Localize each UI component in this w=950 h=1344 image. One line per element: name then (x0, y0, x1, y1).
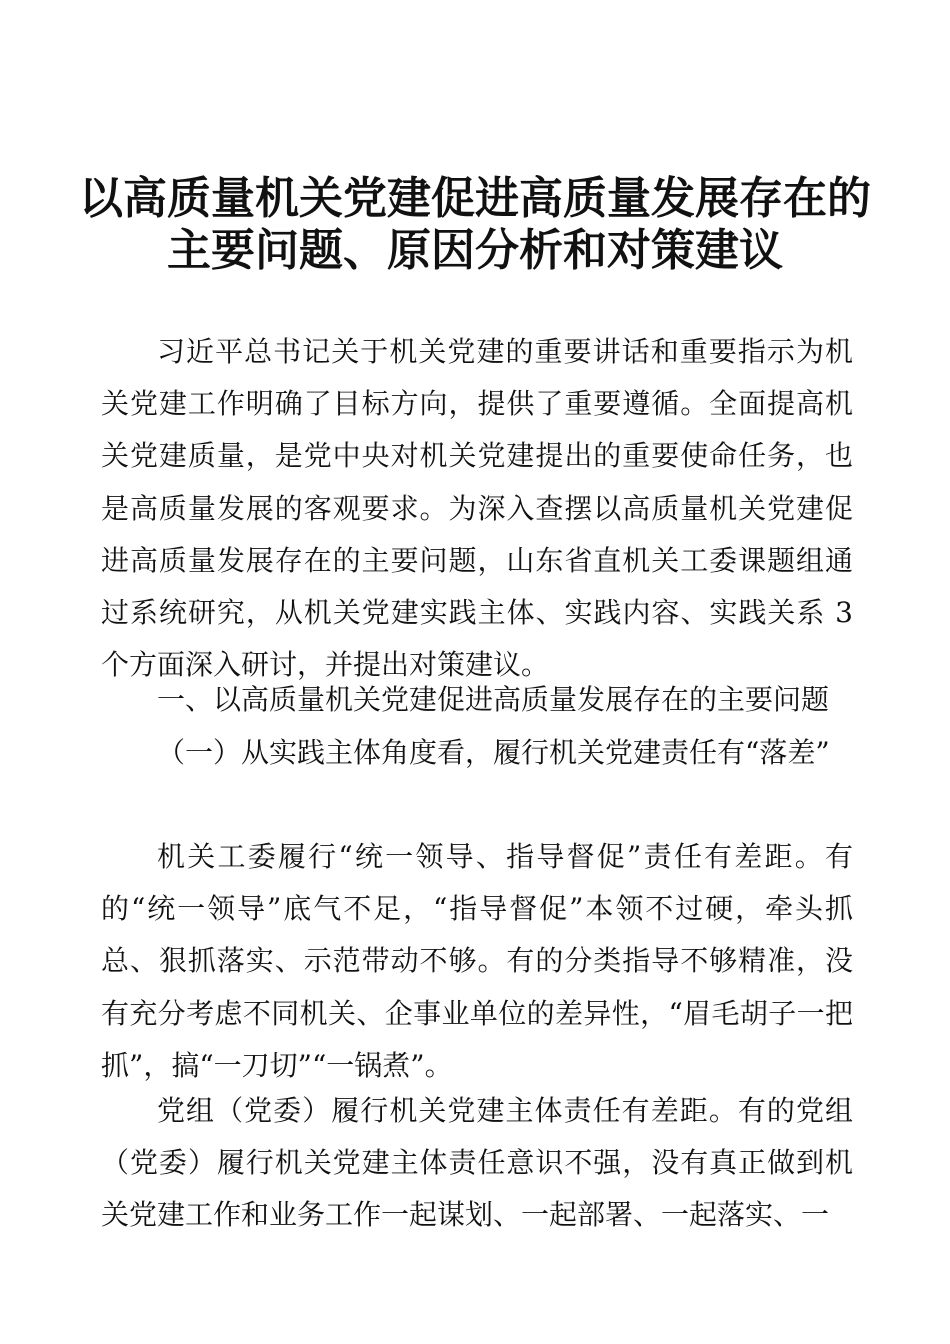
subsection-heading-1: （一）从实践主体角度看，履行机关党建责任有“落差” (157, 736, 830, 769)
intro-paragraph: 习近平总书记关于机关党建的重要讲话和重要指示为机关党建工作明确了目标方向，提供了重要遵循。全面提高机关党建质量，是党中央对机关党建提出的重要使命任务，也是高质量发展的客观要求。为深入查摆以高质量机关党建促进高质量发展存在的主要问题，山东省直机关工委课题组通过系统研究，从机关党建实践主体、实践内容、实践关系 3 个方面深入研讨，并提出对策建议。 (101, 335, 853, 682)
body-paragraph-2: 党组（党委）履行机关党建主体责任有差距。有的党组（党委）履行机关党建主体责任意识不强，没有真正做到机关党建工作和业务工作一起谋划、一起部署、一起落实、一 (101, 1094, 853, 1232)
document-title-line-1: 以高质量机关党建促进高质量发展存在的 (79, 173, 871, 224)
document-title-line-2: 主要问题、原因分析和对策建议 (167, 225, 783, 276)
section-heading-1: 一、以高质量机关党建促进高质量发展存在的主要问题 (157, 683, 830, 716)
body-paragraph-1: 机关工委履行“统一领导、指导督促”责任有差距。有的“统一领导”底气不足，“指导督促”本领不过硬，牵头抓总、狠抓落实、示范带动不够。有的分类指导不够精准，没有充分考虑不同机关、企事业单位的差异性，“眉毛胡子一把抓”，搞“一刀切”“一锅煮”。 (101, 840, 853, 1082)
